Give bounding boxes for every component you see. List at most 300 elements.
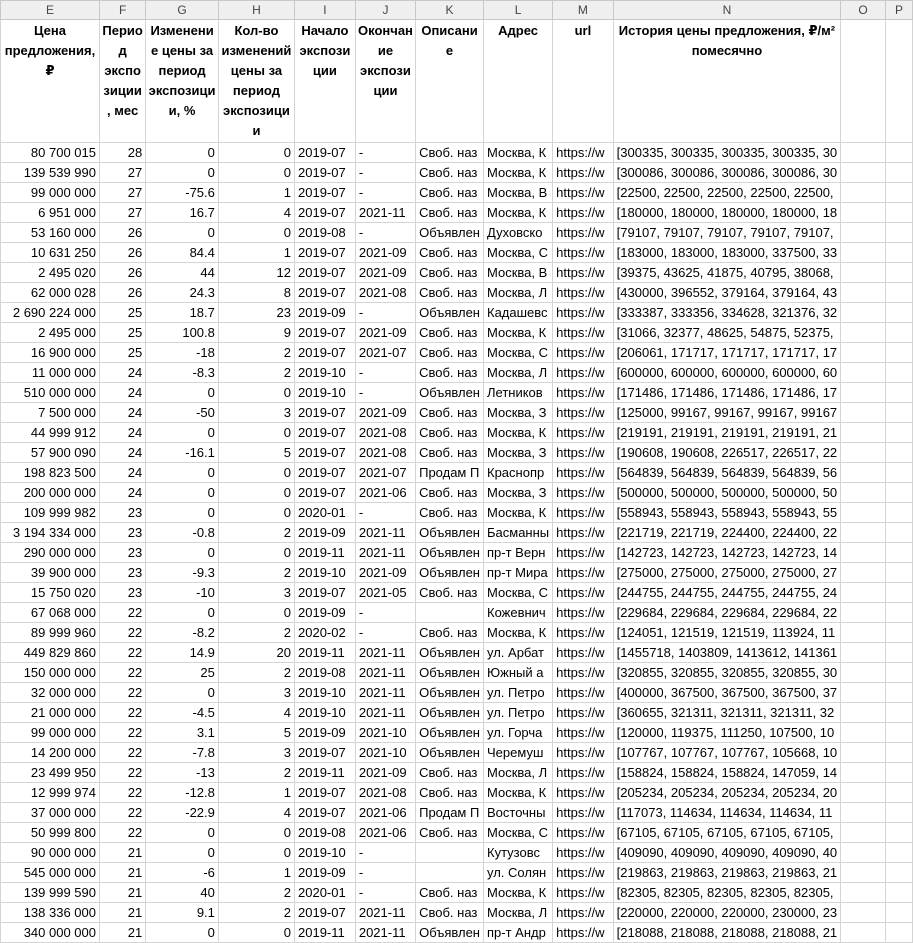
cell-n[interactable]: [221719, 221719, 224400, 224400, 22 (613, 523, 841, 543)
cell-p[interactable] (885, 603, 912, 623)
cell-l[interactable]: Черемуш (484, 743, 553, 763)
cell-o[interactable] (841, 283, 886, 303)
cell-j[interactable]: 2021-07 (355, 343, 415, 363)
column-letter-k[interactable]: K (416, 1, 484, 20)
cell-h[interactable]: 2 (218, 363, 294, 383)
cell-g[interactable]: 0 (146, 143, 219, 163)
cell-j[interactable]: - (355, 883, 415, 903)
cell-g[interactable]: 24.3 (146, 283, 219, 303)
cell-g[interactable]: -6 (146, 863, 219, 883)
cell-m[interactable]: https://w (553, 163, 614, 183)
cell-p[interactable] (885, 883, 912, 903)
cell-e[interactable]: 15 750 020 (1, 583, 100, 603)
cell-n[interactable]: [564839, 564839, 564839, 564839, 56 (613, 463, 841, 483)
cell-p[interactable] (885, 243, 912, 263)
cell-h[interactable]: 3 (218, 743, 294, 763)
cell-g[interactable]: 0 (146, 383, 219, 403)
cell-i[interactable]: 2019-09 (295, 303, 356, 323)
cell-f[interactable]: 22 (100, 823, 146, 843)
cell-o[interactable] (841, 363, 886, 383)
cell-o[interactable] (841, 843, 886, 863)
cell-o[interactable] (841, 523, 886, 543)
cell-n[interactable]: [190608, 190608, 226517, 226517, 22 (613, 443, 841, 463)
cell-j[interactable]: 2021-08 (355, 283, 415, 303)
cell-g[interactable]: 16.7 (146, 203, 219, 223)
cell-m[interactable]: https://w (553, 783, 614, 803)
cell-j[interactable]: 2021-11 (355, 683, 415, 703)
cell-p[interactable] (885, 143, 912, 163)
column-letter-f[interactable]: F (100, 1, 146, 20)
cell-f[interactable]: 22 (100, 743, 146, 763)
cell-i[interactable]: 2019-07 (295, 323, 356, 343)
column-letter-o[interactable]: O (841, 1, 886, 20)
cell-i[interactable]: 2019-11 (295, 543, 356, 563)
cell-p[interactable] (885, 263, 912, 283)
cell-f[interactable]: 22 (100, 643, 146, 663)
cell-i[interactable]: 2019-07 (295, 183, 356, 203)
cell-i[interactable]: 2020-01 (295, 883, 356, 903)
cell-e[interactable]: 99 000 000 (1, 723, 100, 743)
cell-o[interactable] (841, 143, 886, 163)
cell-o[interactable] (841, 803, 886, 823)
header-cell-f[interactable]: Период экспозиции, мес (100, 20, 146, 143)
cell-l[interactable]: пр-т Мира (484, 563, 553, 583)
cell-e[interactable]: 3 194 334 000 (1, 523, 100, 543)
cell-p[interactable] (885, 643, 912, 663)
cell-p[interactable] (885, 203, 912, 223)
cell-h[interactable]: 0 (218, 843, 294, 863)
cell-o[interactable] (841, 203, 886, 223)
cell-k[interactable]: Объявлен (416, 743, 484, 763)
cell-o[interactable] (841, 163, 886, 183)
cell-p[interactable] (885, 163, 912, 183)
cell-j[interactable]: 2021-11 (355, 703, 415, 723)
cell-k[interactable] (416, 843, 484, 863)
cell-n[interactable]: [500000, 500000, 500000, 500000, 50 (613, 483, 841, 503)
cell-n[interactable]: [31066, 32377, 48625, 54875, 52375, (613, 323, 841, 343)
cell-e[interactable]: 545 000 000 (1, 863, 100, 883)
cell-o[interactable] (841, 403, 886, 423)
cell-e[interactable]: 510 000 000 (1, 383, 100, 403)
cell-m[interactable]: https://w (553, 823, 614, 843)
cell-j[interactable]: 2021-06 (355, 483, 415, 503)
cell-g[interactable]: 44 (146, 263, 219, 283)
cell-f[interactable]: 26 (100, 223, 146, 243)
cell-h[interactable]: 0 (218, 163, 294, 183)
cell-j[interactable]: - (355, 863, 415, 883)
cell-m[interactable]: https://w (553, 863, 614, 883)
cell-e[interactable]: 80 700 015 (1, 143, 100, 163)
cell-n[interactable]: [1455718, 1403809, 1413612, 141361 (613, 643, 841, 663)
cell-e[interactable]: 2 690 224 000 (1, 303, 100, 323)
cell-o[interactable] (841, 743, 886, 763)
cell-e[interactable]: 53 160 000 (1, 223, 100, 243)
cell-j[interactable]: 2021-09 (355, 323, 415, 343)
cell-p[interactable] (885, 723, 912, 743)
cell-o[interactable] (841, 663, 886, 683)
cell-m[interactable]: https://w (553, 843, 614, 863)
cell-i[interactable]: 2019-07 (295, 463, 356, 483)
cell-h[interactable]: 0 (218, 423, 294, 443)
cell-n[interactable]: [171486, 171486, 171486, 171486, 17 (613, 383, 841, 403)
cell-j[interactable]: 2021-10 (355, 723, 415, 743)
cell-p[interactable] (885, 543, 912, 563)
cell-f[interactable]: 22 (100, 603, 146, 623)
cell-o[interactable] (841, 483, 886, 503)
cell-f[interactable]: 23 (100, 543, 146, 563)
cell-h[interactable]: 1 (218, 863, 294, 883)
cell-o[interactable] (841, 903, 886, 923)
cell-f[interactable]: 26 (100, 283, 146, 303)
cell-i[interactable]: 2019-07 (295, 283, 356, 303)
cell-m[interactable]: https://w (553, 643, 614, 663)
cell-l[interactable]: Кожевнич (484, 603, 553, 623)
cell-e[interactable]: 57 900 090 (1, 443, 100, 463)
cell-h[interactable]: 0 (218, 543, 294, 563)
cell-p[interactable] (885, 483, 912, 503)
cell-f[interactable]: 28 (100, 143, 146, 163)
cell-f[interactable]: 23 (100, 583, 146, 603)
cell-l[interactable]: Москва, Л (484, 763, 553, 783)
cell-h[interactable]: 2 (218, 763, 294, 783)
cell-e[interactable]: 2 495 020 (1, 263, 100, 283)
cell-n[interactable]: [400000, 367500, 367500, 367500, 37 (613, 683, 841, 703)
cell-l[interactable]: Краснопр (484, 463, 553, 483)
cell-n[interactable]: [229684, 229684, 229684, 229684, 22 (613, 603, 841, 623)
cell-l[interactable]: Москва, К (484, 143, 553, 163)
cell-m[interactable]: https://w (553, 803, 614, 823)
cell-f[interactable]: 22 (100, 783, 146, 803)
cell-f[interactable]: 21 (100, 883, 146, 903)
cell-o[interactable] (841, 823, 886, 843)
cell-n[interactable]: [117073, 114634, 114634, 114634, 11 (613, 803, 841, 823)
cell-g[interactable]: 14.9 (146, 643, 219, 663)
cell-g[interactable]: 84.4 (146, 243, 219, 263)
cell-l[interactable]: пр-т Верн (484, 543, 553, 563)
cell-h[interactable]: 23 (218, 303, 294, 323)
cell-l[interactable]: Москва, К (484, 503, 553, 523)
cell-h[interactable]: 9 (218, 323, 294, 343)
cell-k[interactable]: Своб. наз (416, 403, 484, 423)
cell-i[interactable]: 2020-02 (295, 623, 356, 643)
cell-j[interactable]: 2021-07 (355, 463, 415, 483)
cell-g[interactable]: -75.6 (146, 183, 219, 203)
cell-f[interactable]: 24 (100, 443, 146, 463)
cell-l[interactable]: Москва, З (484, 443, 553, 463)
cell-e[interactable]: 138 336 000 (1, 903, 100, 923)
cell-l[interactable]: Духовско (484, 223, 553, 243)
cell-m[interactable]: https://w (553, 603, 614, 623)
cell-f[interactable]: 23 (100, 523, 146, 543)
cell-i[interactable]: 2019-07 (295, 903, 356, 923)
cell-h[interactable]: 2 (218, 623, 294, 643)
cell-j[interactable]: 2021-06 (355, 803, 415, 823)
cell-m[interactable]: https://w (553, 323, 614, 343)
cell-f[interactable]: 26 (100, 263, 146, 283)
cell-l[interactable]: Кадашевс (484, 303, 553, 323)
cell-p[interactable] (885, 803, 912, 823)
cell-g[interactable]: -9.3 (146, 563, 219, 583)
cell-m[interactable]: https://w (553, 343, 614, 363)
cell-m[interactable]: https://w (553, 243, 614, 263)
cell-m[interactable]: https://w (553, 423, 614, 443)
cell-e[interactable]: 21 000 000 (1, 703, 100, 723)
cell-l[interactable]: ул. Арбат (484, 643, 553, 663)
cell-j[interactable]: - (355, 503, 415, 523)
cell-k[interactable]: Своб. наз (416, 883, 484, 903)
cell-e[interactable]: 39 900 000 (1, 563, 100, 583)
cell-e[interactable]: 2 495 000 (1, 323, 100, 343)
cell-f[interactable]: 25 (100, 343, 146, 363)
cell-g[interactable]: -13 (146, 763, 219, 783)
cell-p[interactable] (885, 503, 912, 523)
cell-j[interactable]: 2021-09 (355, 403, 415, 423)
cell-o[interactable] (841, 543, 886, 563)
cell-g[interactable]: 0 (146, 923, 219, 943)
cell-k[interactable]: Своб. наз (416, 423, 484, 443)
cell-n[interactable]: [600000, 600000, 600000, 600000, 60 (613, 363, 841, 383)
cell-j[interactable]: - (355, 163, 415, 183)
cell-f[interactable]: 21 (100, 923, 146, 943)
cell-i[interactable]: 2019-10 (295, 703, 356, 723)
cell-p[interactable] (885, 703, 912, 723)
cell-o[interactable] (841, 623, 886, 643)
cell-k[interactable]: Объявлен (416, 703, 484, 723)
cell-o[interactable] (841, 883, 886, 903)
cell-m[interactable]: https://w (553, 443, 614, 463)
cell-m[interactable]: https://w (553, 503, 614, 523)
cell-o[interactable] (841, 923, 886, 943)
cell-m[interactable]: https://w (553, 403, 614, 423)
cell-n[interactable]: [244755, 244755, 244755, 244755, 24 (613, 583, 841, 603)
cell-e[interactable]: 340 000 000 (1, 923, 100, 943)
cell-e[interactable]: 14 200 000 (1, 743, 100, 763)
cell-o[interactable] (841, 723, 886, 743)
cell-f[interactable]: 27 (100, 183, 146, 203)
cell-h[interactable]: 2 (218, 903, 294, 923)
cell-h[interactable]: 1 (218, 243, 294, 263)
cell-h[interactable]: 3 (218, 583, 294, 603)
cell-e[interactable]: 290 000 000 (1, 543, 100, 563)
cell-l[interactable]: Москва, В (484, 263, 553, 283)
cell-e[interactable]: 32 000 000 (1, 683, 100, 703)
cell-l[interactable]: пр-т Андр (484, 923, 553, 943)
cell-m[interactable]: https://w (553, 463, 614, 483)
cell-e[interactable]: 6 951 000 (1, 203, 100, 223)
cell-e[interactable]: 109 999 982 (1, 503, 100, 523)
cell-g[interactable]: -0.8 (146, 523, 219, 543)
header-cell-m[interactable]: url (553, 20, 614, 143)
cell-o[interactable] (841, 463, 886, 483)
cell-h[interactable]: 0 (218, 603, 294, 623)
cell-k[interactable]: Объявлен (416, 223, 484, 243)
cell-i[interactable]: 2019-07 (295, 163, 356, 183)
cell-j[interactable]: 2021-11 (355, 923, 415, 943)
cell-f[interactable]: 22 (100, 763, 146, 783)
cell-l[interactable]: Москва, В (484, 183, 553, 203)
cell-n[interactable]: [82305, 82305, 82305, 82305, 82305, (613, 883, 841, 903)
cell-m[interactable]: https://w (553, 263, 614, 283)
cell-p[interactable] (885, 903, 912, 923)
cell-m[interactable]: https://w (553, 363, 614, 383)
cell-e[interactable]: 10 631 250 (1, 243, 100, 263)
cell-h[interactable]: 2 (218, 523, 294, 543)
cell-f[interactable]: 27 (100, 203, 146, 223)
cell-k[interactable]: Своб. наз (416, 323, 484, 343)
cell-j[interactable]: 2021-11 (355, 543, 415, 563)
cell-j[interactable]: - (355, 843, 415, 863)
cell-p[interactable] (885, 383, 912, 403)
cell-k[interactable]: Своб. наз (416, 203, 484, 223)
cell-l[interactable]: Басманны (484, 523, 553, 543)
cell-f[interactable]: 22 (100, 703, 146, 723)
cell-k[interactable]: Своб. наз (416, 263, 484, 283)
column-letter-g[interactable]: G (146, 1, 219, 20)
cell-g[interactable]: -12.8 (146, 783, 219, 803)
column-letter-e[interactable]: E (1, 1, 100, 20)
cell-e[interactable]: 11 000 000 (1, 363, 100, 383)
cell-k[interactable]: Своб. наз (416, 503, 484, 523)
header-cell-l[interactable]: Адрес (484, 20, 553, 143)
cell-o[interactable] (841, 303, 886, 323)
cell-m[interactable]: https://w (553, 523, 614, 543)
cell-f[interactable]: 22 (100, 803, 146, 823)
cell-h[interactable]: 12 (218, 263, 294, 283)
cell-e[interactable]: 37 000 000 (1, 803, 100, 823)
cell-p[interactable] (885, 583, 912, 603)
column-letter-h[interactable]: H (218, 1, 294, 20)
cell-m[interactable]: https://w (553, 143, 614, 163)
cell-g[interactable]: 40 (146, 883, 219, 903)
cell-i[interactable]: 2019-08 (295, 823, 356, 843)
cell-i[interactable]: 2019-09 (295, 723, 356, 743)
cell-l[interactable]: Москва, К (484, 783, 553, 803)
cell-o[interactable] (841, 323, 886, 343)
cell-h[interactable]: 0 (218, 923, 294, 943)
cell-o[interactable] (841, 863, 886, 883)
cell-l[interactable]: Москва, С (484, 343, 553, 363)
cell-p[interactable] (885, 683, 912, 703)
cell-m[interactable]: https://w (553, 663, 614, 683)
cell-h[interactable]: 4 (218, 703, 294, 723)
cell-m[interactable]: https://w (553, 283, 614, 303)
cell-k[interactable] (416, 603, 484, 623)
column-letter-p[interactable]: P (885, 1, 912, 20)
cell-k[interactable]: Своб. наз (416, 483, 484, 503)
cell-f[interactable]: 24 (100, 383, 146, 403)
cell-f[interactable]: 22 (100, 623, 146, 643)
cell-m[interactable]: https://w (553, 683, 614, 703)
cell-h[interactable]: 3 (218, 683, 294, 703)
cell-e[interactable]: 67 068 000 (1, 603, 100, 623)
cell-g[interactable]: -50 (146, 403, 219, 423)
cell-p[interactable] (885, 443, 912, 463)
cell-k[interactable]: Продам П (416, 463, 484, 483)
cell-o[interactable] (841, 243, 886, 263)
cell-l[interactable]: Москва, С (484, 823, 553, 843)
cell-m[interactable]: https://w (553, 903, 614, 923)
cell-j[interactable]: - (355, 303, 415, 323)
cell-k[interactable]: Объявлен (416, 543, 484, 563)
cell-g[interactable]: 25 (146, 663, 219, 683)
cell-j[interactable]: - (355, 363, 415, 383)
cell-n[interactable]: [360655, 321311, 321311, 321311, 32 (613, 703, 841, 723)
cell-k[interactable]: Своб. наз (416, 583, 484, 603)
cell-g[interactable]: -4.5 (146, 703, 219, 723)
cell-i[interactable]: 2019-07 (295, 443, 356, 463)
cell-i[interactable]: 2019-07 (295, 483, 356, 503)
cell-p[interactable] (885, 923, 912, 943)
cell-m[interactable]: https://w (553, 543, 614, 563)
cell-m[interactable]: https://w (553, 723, 614, 743)
cell-f[interactable]: 23 (100, 563, 146, 583)
cell-g[interactable]: 0 (146, 503, 219, 523)
cell-e[interactable]: 150 000 000 (1, 663, 100, 683)
cell-m[interactable]: https://w (553, 223, 614, 243)
cell-k[interactable]: Своб. наз (416, 823, 484, 843)
cell-e[interactable]: 16 900 000 (1, 343, 100, 363)
cell-l[interactable]: Кутузовс (484, 843, 553, 863)
cell-g[interactable]: 0 (146, 163, 219, 183)
cell-p[interactable] (885, 823, 912, 843)
cell-k[interactable]: Объявлен (416, 523, 484, 543)
cell-p[interactable] (885, 463, 912, 483)
cell-j[interactable]: 2021-11 (355, 643, 415, 663)
cell-j[interactable]: - (355, 223, 415, 243)
cell-o[interactable] (841, 183, 886, 203)
cell-i[interactable]: 2019-07 (295, 203, 356, 223)
cell-g[interactable]: 0 (146, 463, 219, 483)
cell-m[interactable]: https://w (553, 743, 614, 763)
cell-e[interactable]: 139 539 990 (1, 163, 100, 183)
cell-j[interactable]: 2021-09 (355, 263, 415, 283)
cell-j[interactable]: 2021-09 (355, 563, 415, 583)
cell-n[interactable]: [180000, 180000, 180000, 180000, 18 (613, 203, 841, 223)
cell-i[interactable]: 2019-09 (295, 523, 356, 543)
cell-k[interactable]: Своб. наз (416, 183, 484, 203)
cell-p[interactable] (885, 403, 912, 423)
cell-h[interactable]: 0 (218, 143, 294, 163)
cell-i[interactable]: 2019-07 (295, 743, 356, 763)
cell-l[interactable]: Москва, К (484, 423, 553, 443)
cell-i[interactable]: 2019-07 (295, 263, 356, 283)
cell-i[interactable]: 2019-07 (295, 243, 356, 263)
cell-j[interactable]: 2021-08 (355, 443, 415, 463)
column-letter-l[interactable]: L (484, 1, 553, 20)
cell-l[interactable]: Москва, К (484, 203, 553, 223)
cell-f[interactable]: 24 (100, 483, 146, 503)
cell-f[interactable]: 21 (100, 903, 146, 923)
cell-f[interactable]: 25 (100, 303, 146, 323)
cell-i[interactable]: 2019-11 (295, 763, 356, 783)
cell-h[interactable]: 0 (218, 383, 294, 403)
cell-g[interactable]: -7.8 (146, 743, 219, 763)
cell-e[interactable]: 50 999 800 (1, 823, 100, 843)
cell-k[interactable]: Своб. наз (416, 903, 484, 923)
cell-p[interactable] (885, 763, 912, 783)
cell-i[interactable]: 2019-09 (295, 863, 356, 883)
cell-h[interactable]: 2 (218, 663, 294, 683)
cell-h[interactable]: 4 (218, 203, 294, 223)
cell-j[interactable]: - (355, 183, 415, 203)
cell-p[interactable] (885, 183, 912, 203)
cell-o[interactable] (841, 763, 886, 783)
cell-k[interactable] (416, 863, 484, 883)
cell-f[interactable]: 21 (100, 863, 146, 883)
cell-k[interactable]: Своб. наз (416, 283, 484, 303)
cell-n[interactable]: [220000, 220000, 220000, 230000, 23 (613, 903, 841, 923)
cell-g[interactable]: -8.2 (146, 623, 219, 643)
